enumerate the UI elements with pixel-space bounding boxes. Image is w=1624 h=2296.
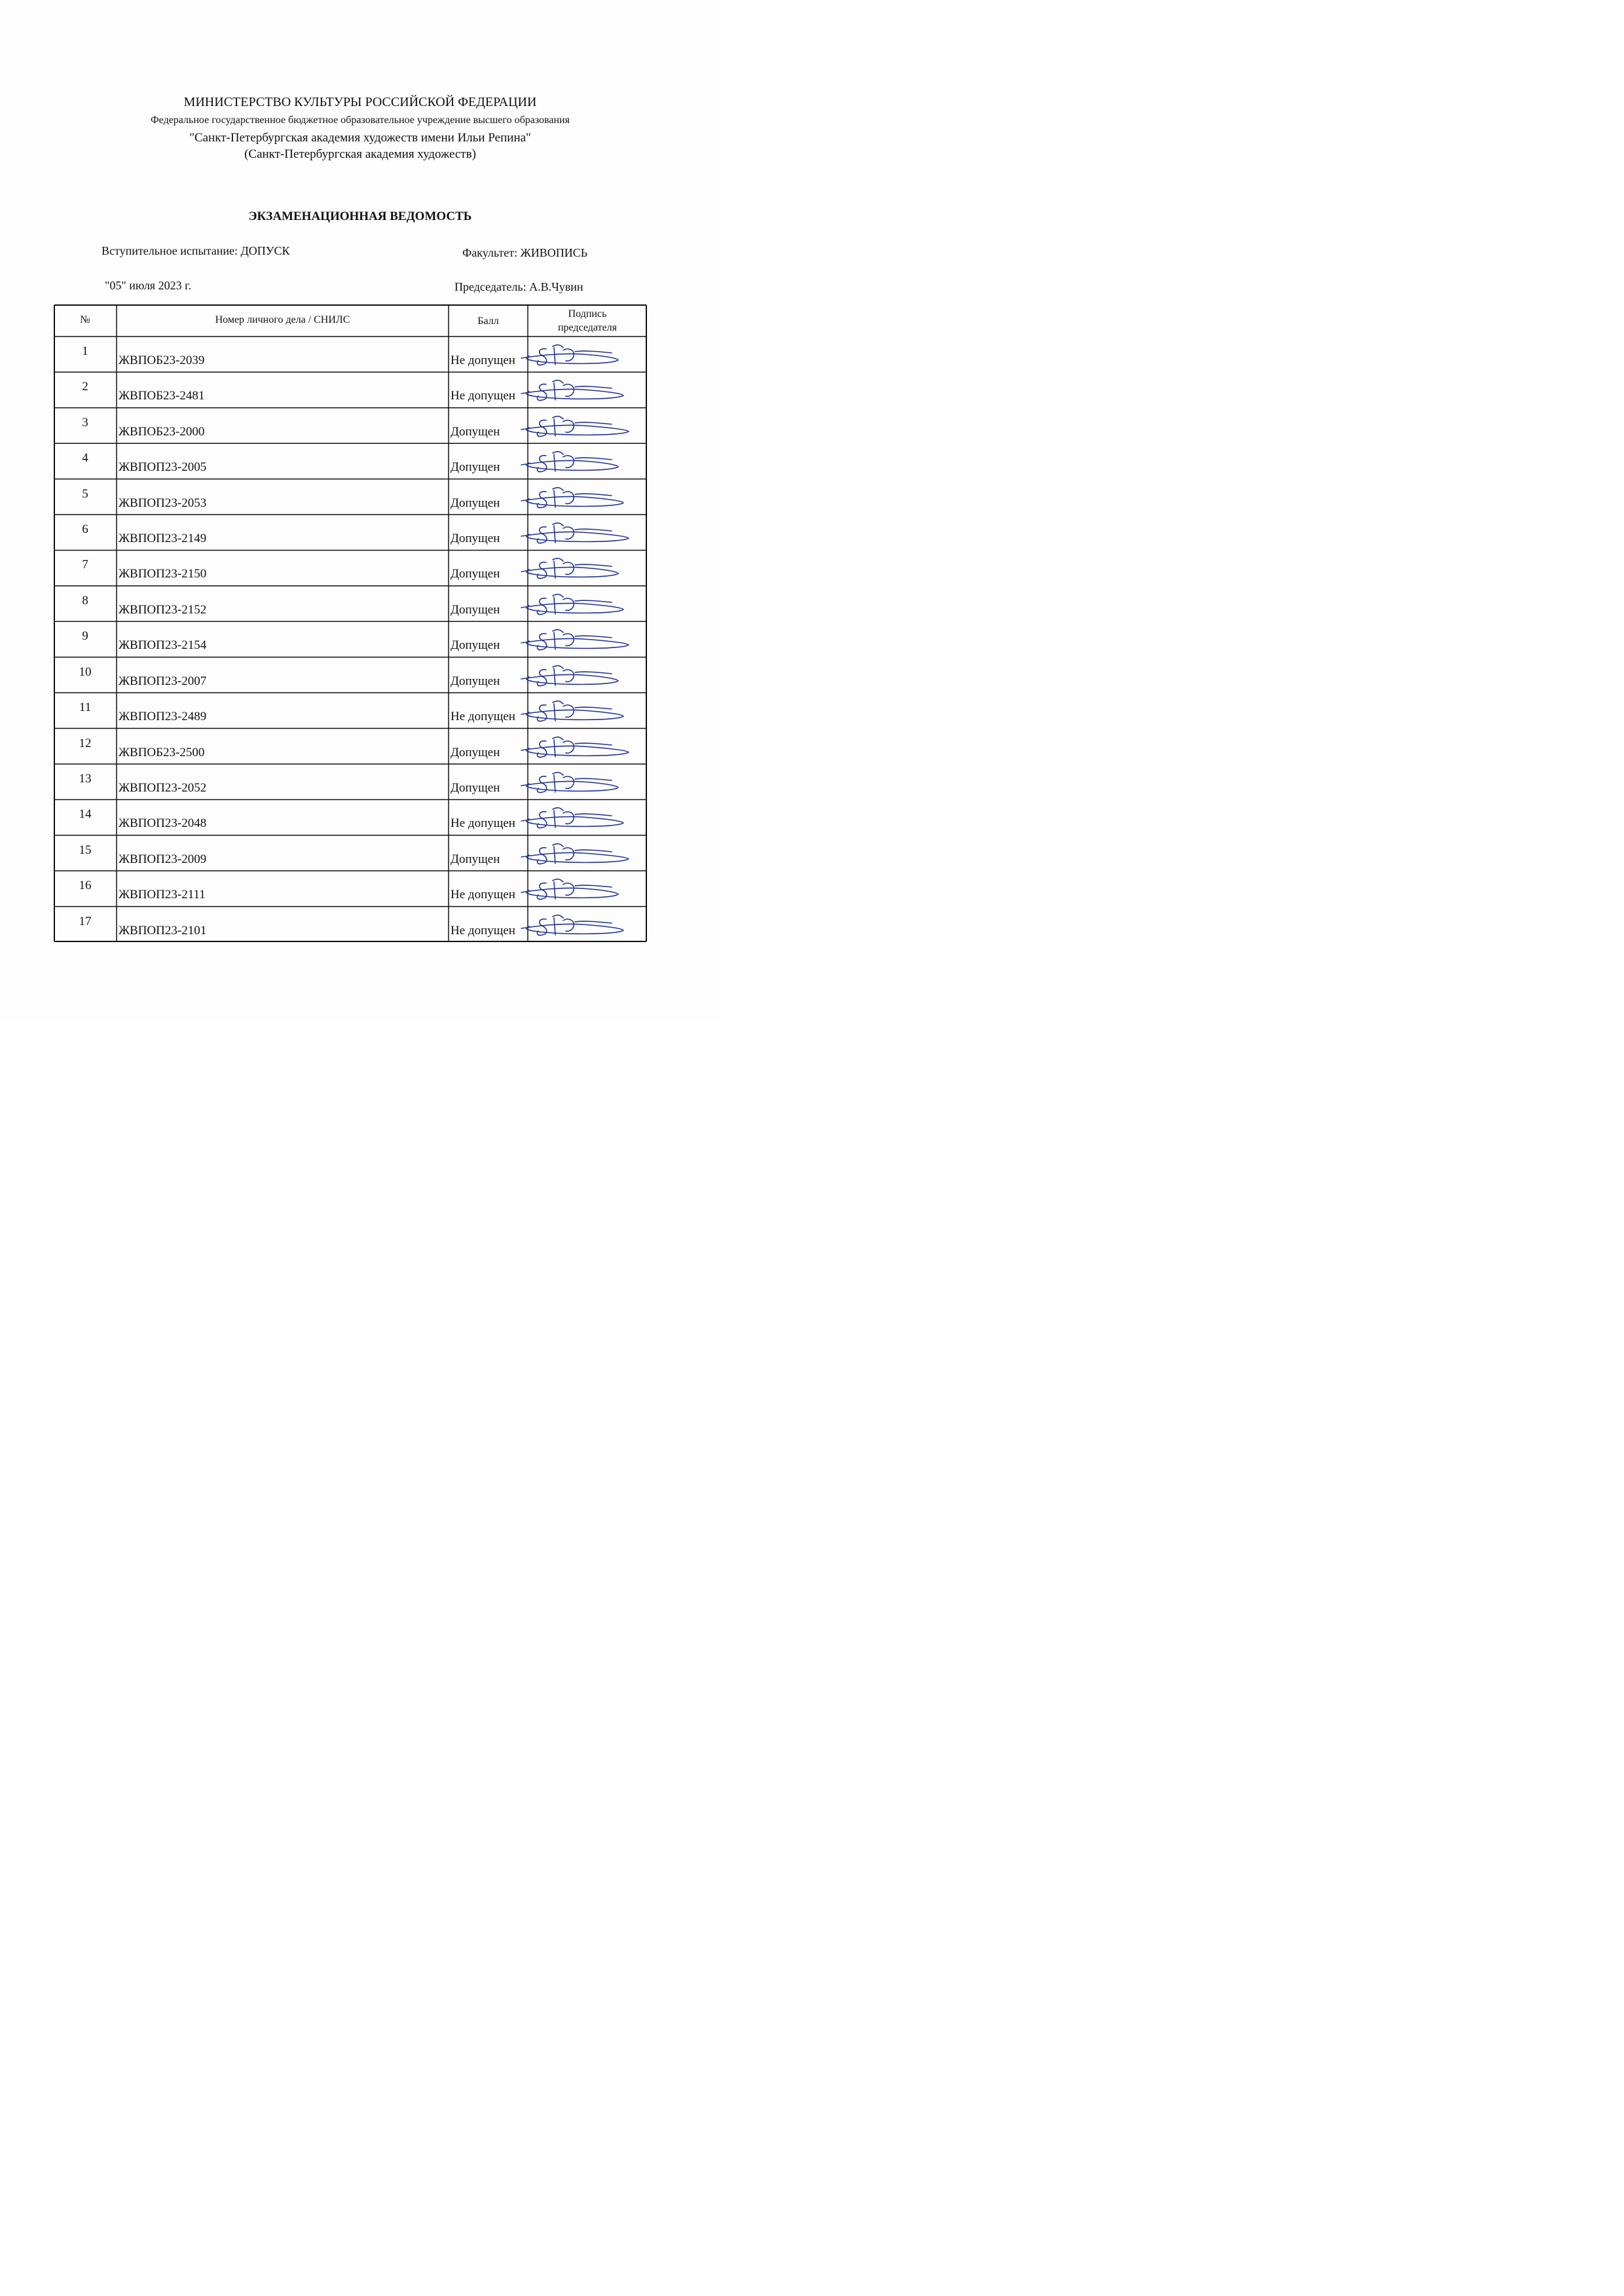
- score-value: Допущен: [451, 602, 500, 617]
- chairman: Председатель: А.В.Чувин: [454, 280, 583, 293]
- score-value: Допущен: [451, 460, 500, 475]
- file-number: ЖВПОП23-2053: [119, 496, 207, 510]
- chairman-signature: [520, 909, 631, 941]
- ministry-heading: МИНИСТЕРСТВО КУЛЬТУРЫ РОССИЙСКОЙ ФЕДЕРАЦИИ: [183, 95, 537, 109]
- row-number: 15: [79, 843, 92, 857]
- chairman-signature: [520, 517, 631, 549]
- score-value: Допущен: [451, 638, 500, 653]
- score-value: Не допущен: [451, 389, 515, 403]
- row-number: 8: [82, 593, 88, 608]
- score-value: Допущен: [451, 745, 500, 759]
- row-number: 12: [79, 736, 92, 750]
- chairman-signature: [520, 410, 631, 443]
- score-value: Допущен: [451, 496, 500, 510]
- row-number: 14: [79, 807, 92, 822]
- exam-ledger-table: [54, 304, 647, 942]
- score-value: Допущен: [451, 674, 500, 688]
- score-value: Не допущен: [451, 888, 515, 902]
- chairman-signature: [520, 552, 631, 585]
- row-number: 3: [82, 415, 88, 429]
- chairman-signature: [520, 837, 631, 870]
- row-number: 11: [79, 701, 92, 715]
- chairman-signature: [520, 338, 631, 371]
- file-number: ЖВПОП23-2150: [119, 567, 207, 581]
- chairman-signature: [520, 731, 631, 763]
- file-number: ЖВПОП23-2149: [119, 532, 207, 546]
- file-number: ЖВПОБ23-2000: [119, 424, 205, 439]
- faculty: Факультет: ЖИВОПИСЬ: [462, 246, 588, 259]
- score-value: Не допущен: [451, 923, 515, 938]
- chairman-signature: [520, 766, 631, 799]
- row-number: 1: [82, 344, 88, 358]
- chairman-signature: [520, 481, 631, 514]
- row-number: 7: [82, 558, 88, 572]
- chairman-signature: [520, 445, 631, 478]
- row-number: 2: [82, 380, 88, 394]
- file-number: ЖВПОБ23-2039: [119, 354, 205, 367]
- row-number: 6: [82, 522, 88, 537]
- exam-date: "05" июля 2023 г.: [105, 279, 191, 292]
- chairman-signature: [520, 588, 631, 621]
- row-number: 17: [79, 914, 92, 928]
- column-header-signature-sub: председателя: [557, 322, 618, 333]
- exam-type: Вступительное испытание: ДОПУСК: [101, 244, 290, 257]
- column-header-file-number: Номер личного дела / СНИЛС: [215, 314, 350, 325]
- column-header-number: №: [80, 314, 90, 325]
- file-number: ЖВПОП23-2101: [119, 923, 207, 938]
- score-value: Не допущен: [451, 710, 515, 724]
- chairman-signature: [520, 695, 631, 727]
- score-value: Не допущен: [451, 816, 515, 831]
- document-title: ЭКЗАМЕНАЦИОННАЯ ВЕДОМОСТЬ: [248, 210, 472, 223]
- file-number: ЖВПОП23-2009: [119, 852, 207, 866]
- file-number: ЖВПОП23-2048: [119, 816, 207, 831]
- score-value: Допущен: [451, 780, 500, 795]
- row-number: 16: [79, 879, 92, 893]
- file-number: ЖВПОБ23-2481: [119, 389, 205, 403]
- document-page: [0, 0, 720, 1019]
- file-number: ЖВПОБ23-2500: [119, 745, 205, 759]
- academy-short-name: (Санкт-Петербургская академия художеств): [244, 147, 476, 161]
- file-number: ЖВПОП23-2052: [119, 780, 207, 795]
- row-number: 4: [82, 451, 88, 465]
- file-number: ЖВПОП23-2005: [119, 460, 207, 475]
- score-value: Допущен: [451, 852, 500, 866]
- file-number: ЖВПОП23-2152: [119, 602, 207, 617]
- file-number: ЖВПОП23-2154: [119, 638, 207, 653]
- score-value: Допущен: [451, 567, 500, 581]
- chairman-signature: [520, 873, 631, 905]
- institution-line: Федеральное государственное бюджетное образовательное учреждение высшего образования: [151, 115, 570, 126]
- row-number: 10: [79, 665, 92, 679]
- chairman-signature: [520, 659, 631, 692]
- chairman-signature: [520, 801, 631, 834]
- column-header-signature: Подпись: [568, 308, 607, 319]
- row-number: 9: [82, 629, 88, 644]
- file-number: ЖВПОП23-2489: [119, 710, 207, 724]
- academy-name: "Санкт-Петербургская академия художеств имени Ильи Репина": [189, 131, 531, 145]
- file-number: ЖВПОП23-2111: [119, 888, 206, 902]
- score-value: Допущен: [451, 424, 500, 439]
- chairman-signature: [520, 623, 631, 656]
- score-value: Не допущен: [451, 354, 515, 367]
- score-value: Допущен: [451, 532, 500, 546]
- row-number: 5: [82, 486, 88, 501]
- chairman-signature: [520, 374, 631, 407]
- row-number: 13: [79, 771, 92, 786]
- column-header-score: Балл: [477, 316, 499, 327]
- file-number: ЖВПОП23-2007: [119, 674, 207, 688]
